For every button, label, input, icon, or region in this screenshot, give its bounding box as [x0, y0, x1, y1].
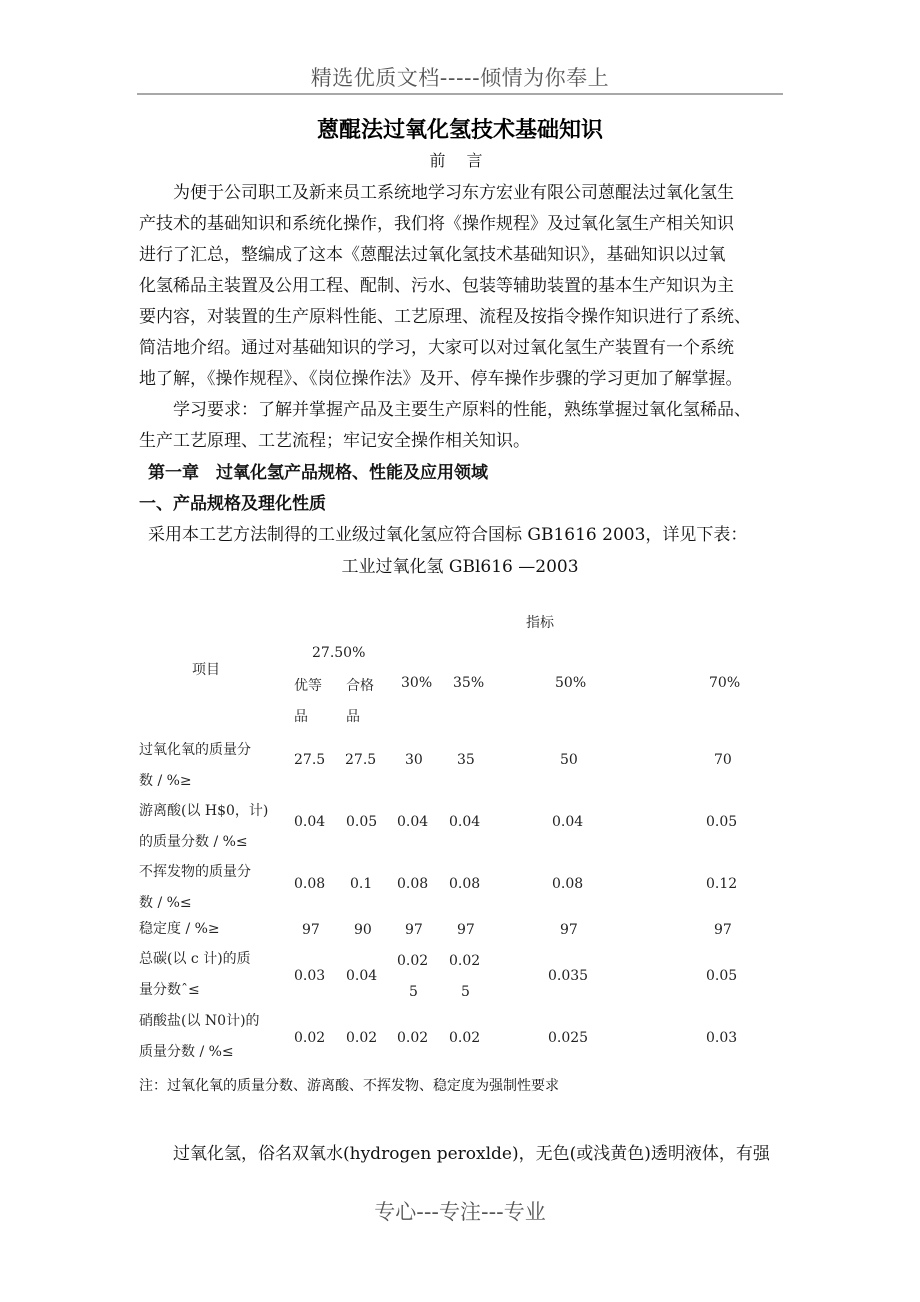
table-note: 注：过氧化氧的质量分数、游离酸、不挥发物、稳定度为强制性要求	[139, 1078, 559, 1094]
table-cell: 97	[405, 922, 423, 938]
row-label-cont: 数 / %≤	[139, 895, 192, 911]
text-line: 产技术的基础知识和系统化操作，我们将《操作规程》及过氧化氢生产相关知识	[139, 214, 734, 234]
header-divider	[137, 93, 783, 95]
table-cell: 30	[405, 752, 423, 768]
table-cell: 70	[714, 752, 732, 768]
text-line: 进行了汇总，整编成了这本《蒽醌法过氧化氢技术基础知识》，基础知识以过氧	[139, 245, 726, 265]
table-cell: 0.1	[350, 876, 373, 892]
table-cell: 97	[457, 922, 475, 938]
table-cell: 0.05	[346, 814, 378, 830]
table-cell: 0.05	[706, 814, 738, 830]
column-header-cont: 品	[294, 709, 308, 725]
table-cell: 0.12	[706, 876, 738, 892]
table-cell: 0.04	[449, 814, 481, 830]
page-header-text: 精选优质文档-----倾情为你奉上	[310, 66, 610, 90]
text-line: 学习要求：了解并掌握产品及主要生产原料的性能，熟练掌握过氧化氢稀品、	[139, 400, 751, 420]
group-header: 指标	[526, 615, 554, 631]
table-cell-split: 5	[409, 984, 418, 1000]
table-cell: 0.025	[548, 1030, 589, 1046]
table-cell-split: 5	[461, 984, 470, 1000]
table-cell: 0.035	[548, 968, 589, 984]
table-cell: 0.02	[449, 1030, 481, 1046]
body-text-line: 过氧化氢，俗名双氧水(hydrogen peroxlde)，无色(或浅黄色)透明液体，有强	[139, 1144, 770, 1164]
row-label: 过氧化氧的质量分	[139, 742, 251, 758]
table-cell: 0.04	[294, 814, 326, 830]
text-line: 简洁地介绍。通过对基础知识的学习，大家可以对过氧化氢生产装置有一个系统	[139, 338, 734, 358]
section-heading: 一、产品规格及理化性质	[139, 494, 326, 514]
table-caption: 工业过氧化氢 GBl616 —2003	[341, 557, 579, 577]
row-label-cont: 数 / %≥	[139, 773, 192, 789]
preface-heading: 前 言	[429, 151, 491, 170]
column-header-cont: 品	[346, 709, 360, 725]
text-line: 地了解，《操作规程》、《岗位操作法》及开、停车操作步骤的学习更加了解掌握。	[139, 369, 743, 389]
text-line: 生产工艺原理、工艺流程；牢记安全操作相关知识。	[139, 431, 530, 451]
sub-group-header: 27.50%	[312, 645, 366, 661]
row-label: 游离酸(以 H$0，计)	[139, 803, 269, 819]
table-cell: 0.08	[552, 876, 584, 892]
row-label: 不挥发物的质量分	[139, 864, 251, 880]
table-cell-split: 0.02	[449, 953, 481, 969]
document-title: 蒽醌法过氧化氢技术基础知识	[316, 118, 603, 143]
table-cell: 35	[457, 752, 475, 768]
table-cell: 0.08	[449, 876, 481, 892]
text-line: 为便于公司职工及新来员工系统地学习东方宏业有限公司蒽醌法过氧化氢生	[139, 183, 734, 203]
column-header: 70%	[709, 675, 741, 691]
table-cell: 0.04	[346, 968, 378, 984]
table-cell: 97	[560, 922, 578, 938]
table-cell: 0.02	[397, 1030, 429, 1046]
chapter-heading: 第一章 过氧化氢产品规格、性能及应用领域	[148, 463, 488, 483]
row-label: 总碳(以 c 计)的质	[139, 951, 251, 967]
column-header: 优等	[294, 678, 322, 694]
row-label: 稳定度 / %≥	[139, 921, 220, 937]
row-label: 硝酸盐(以 N0计)的	[139, 1013, 260, 1029]
table-cell: 0.02	[294, 1030, 326, 1046]
table-cell: 0.03	[294, 968, 326, 984]
row-label-cont: 质量分数 / %≤	[139, 1044, 234, 1060]
row-label-cont: 量分数ˆ≤	[139, 982, 200, 998]
table-cell: 27.5	[294, 752, 326, 768]
column-header: 50%	[555, 675, 587, 691]
table-cell-split: 0.02	[397, 953, 429, 969]
table-cell: 27.5	[345, 752, 377, 768]
table-cell: 0.03	[706, 1030, 738, 1046]
table-cell: 0.04	[397, 814, 429, 830]
intro-line: 采用本工艺方法制得的工业级过氧化氢应符合国标 GB1616 2003，详见下表：	[148, 525, 748, 545]
table-cell: 97	[302, 922, 320, 938]
table-cell: 50	[560, 752, 578, 768]
page-footer-text: 专心---专注---专业	[374, 1200, 546, 1224]
table-cell: 0.04	[552, 814, 584, 830]
row-label-cont: 的质量分数 / %≤	[139, 834, 248, 850]
table-cell: 97	[714, 922, 732, 938]
column-header: 35%	[453, 675, 485, 691]
text-line: 化氢稀品主装置及公用工程、配制、污水、包装等辅助装置的基本生产知识为主	[139, 276, 734, 296]
column-header: 30%	[401, 675, 433, 691]
table-cell: 90	[354, 922, 372, 938]
column-header: 合格	[346, 678, 374, 694]
table-cell: 0.02	[346, 1030, 378, 1046]
text-line: 要内容，对装置的生产原料性能、工艺原理、流程及按指令操作知识进行了系统、	[139, 307, 751, 327]
item-header: 项目	[192, 662, 220, 678]
table-cell: 0.05	[706, 968, 738, 984]
table-cell: 0.08	[397, 876, 429, 892]
table-cell: 0.08	[294, 876, 326, 892]
